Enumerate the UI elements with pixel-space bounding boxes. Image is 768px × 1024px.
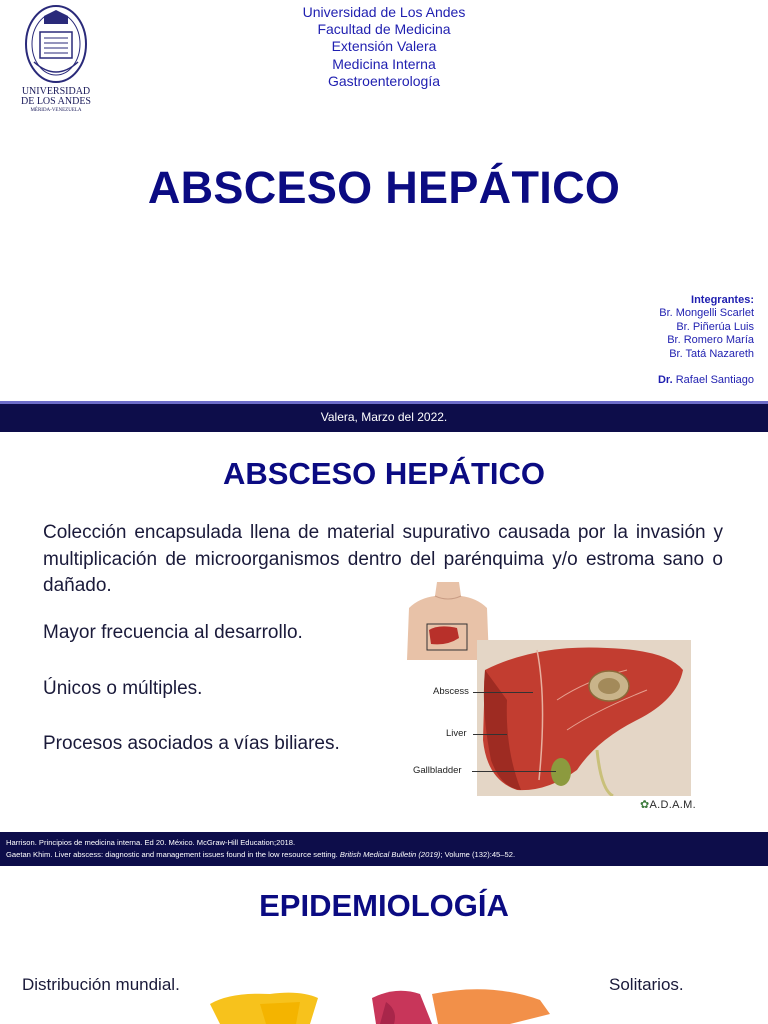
member-name: Br. Tatá Nazareth (669, 347, 754, 360)
epidemiology-slide (0, 866, 768, 1024)
institution-line: Gastroenterología (327, 72, 441, 89)
bullet-item: Mayor frecuencia al desarrollo. (43, 622, 303, 643)
references-band (0, 832, 768, 866)
institution-line: Medicina Interna (332, 55, 436, 72)
footer-band (0, 401, 768, 432)
advisor (658, 374, 754, 387)
abscess-label: Abscess (433, 686, 469, 697)
advisor-name: Rafael Santiago (675, 374, 754, 387)
gallbladder-label: Gallbladder (413, 765, 462, 776)
reference-1: Harrison. Principios de medicina interna. Ed 20. México. McGraw-Hill Education;2018. (6, 838, 296, 847)
members-list (658, 294, 754, 387)
member-name: Br. Mongelli Scarlet (659, 307, 754, 320)
svg-text:MÉRIDA-VENEZUELA: MÉRIDA-VENEZUELA (30, 108, 82, 113)
place-date: Valera, Marzo del 2022. (320, 410, 448, 424)
institution-line: Extensión Valera (331, 38, 437, 55)
institution-header (230, 4, 538, 90)
slide-title: EPIDEMIOLOGÍA (259, 888, 509, 923)
title-slide (0, 0, 768, 432)
bullet-item: Procesos asociados a vías biliares. (43, 733, 340, 754)
liver-abscess-illustration (477, 640, 691, 796)
institution-line: Facultad de Medicina (317, 21, 451, 38)
liver-pointer (473, 734, 507, 735)
institution-line: Universidad de Los Andes (302, 4, 466, 20)
advisor-prefix: Dr. (657, 374, 673, 387)
slide-title: ABSCESO HEPÁTICO (147, 162, 621, 213)
member-name: Br. Romero María (667, 334, 754, 347)
member-name: Br. Piñerúa Luis (676, 320, 754, 333)
gallbladder-pointer (472, 771, 556, 772)
slide-title: ABSCESO HEPÁTICO (222, 456, 546, 491)
liver-label: Liver (446, 728, 467, 739)
university-crest-logo (14, 2, 98, 114)
svg-text:DE LOS ANDES: DE LOS ANDES (20, 96, 92, 107)
image-credit: ✿A.D.A.M. (640, 799, 696, 811)
abscess-pointer (473, 692, 533, 693)
members-heading: Integrantes: (691, 294, 754, 306)
bullet-item: Únicos o múltiples. (43, 678, 203, 699)
reference-2: Gaetan Khim. Liver abscess: diagnostic and management issues found in the low resource setting. British Medical Bulletin (2019); Volume (132):45–52. (6, 850, 516, 859)
distribution-text: Distribución mundial. (22, 975, 180, 994)
solitary-text: Solitarios. (609, 975, 684, 994)
definition-text: Colección encapsulada llena de material supurativo causada por la invasión y multiplicación de microorganismos dentro del parénquima y/o estroma sano o dañado. (43, 522, 723, 596)
svg-text:UNIVERSIDAD: UNIVERSIDAD (21, 86, 91, 97)
world-map-illustration (200, 974, 560, 1024)
definition-slide (0, 432, 768, 866)
